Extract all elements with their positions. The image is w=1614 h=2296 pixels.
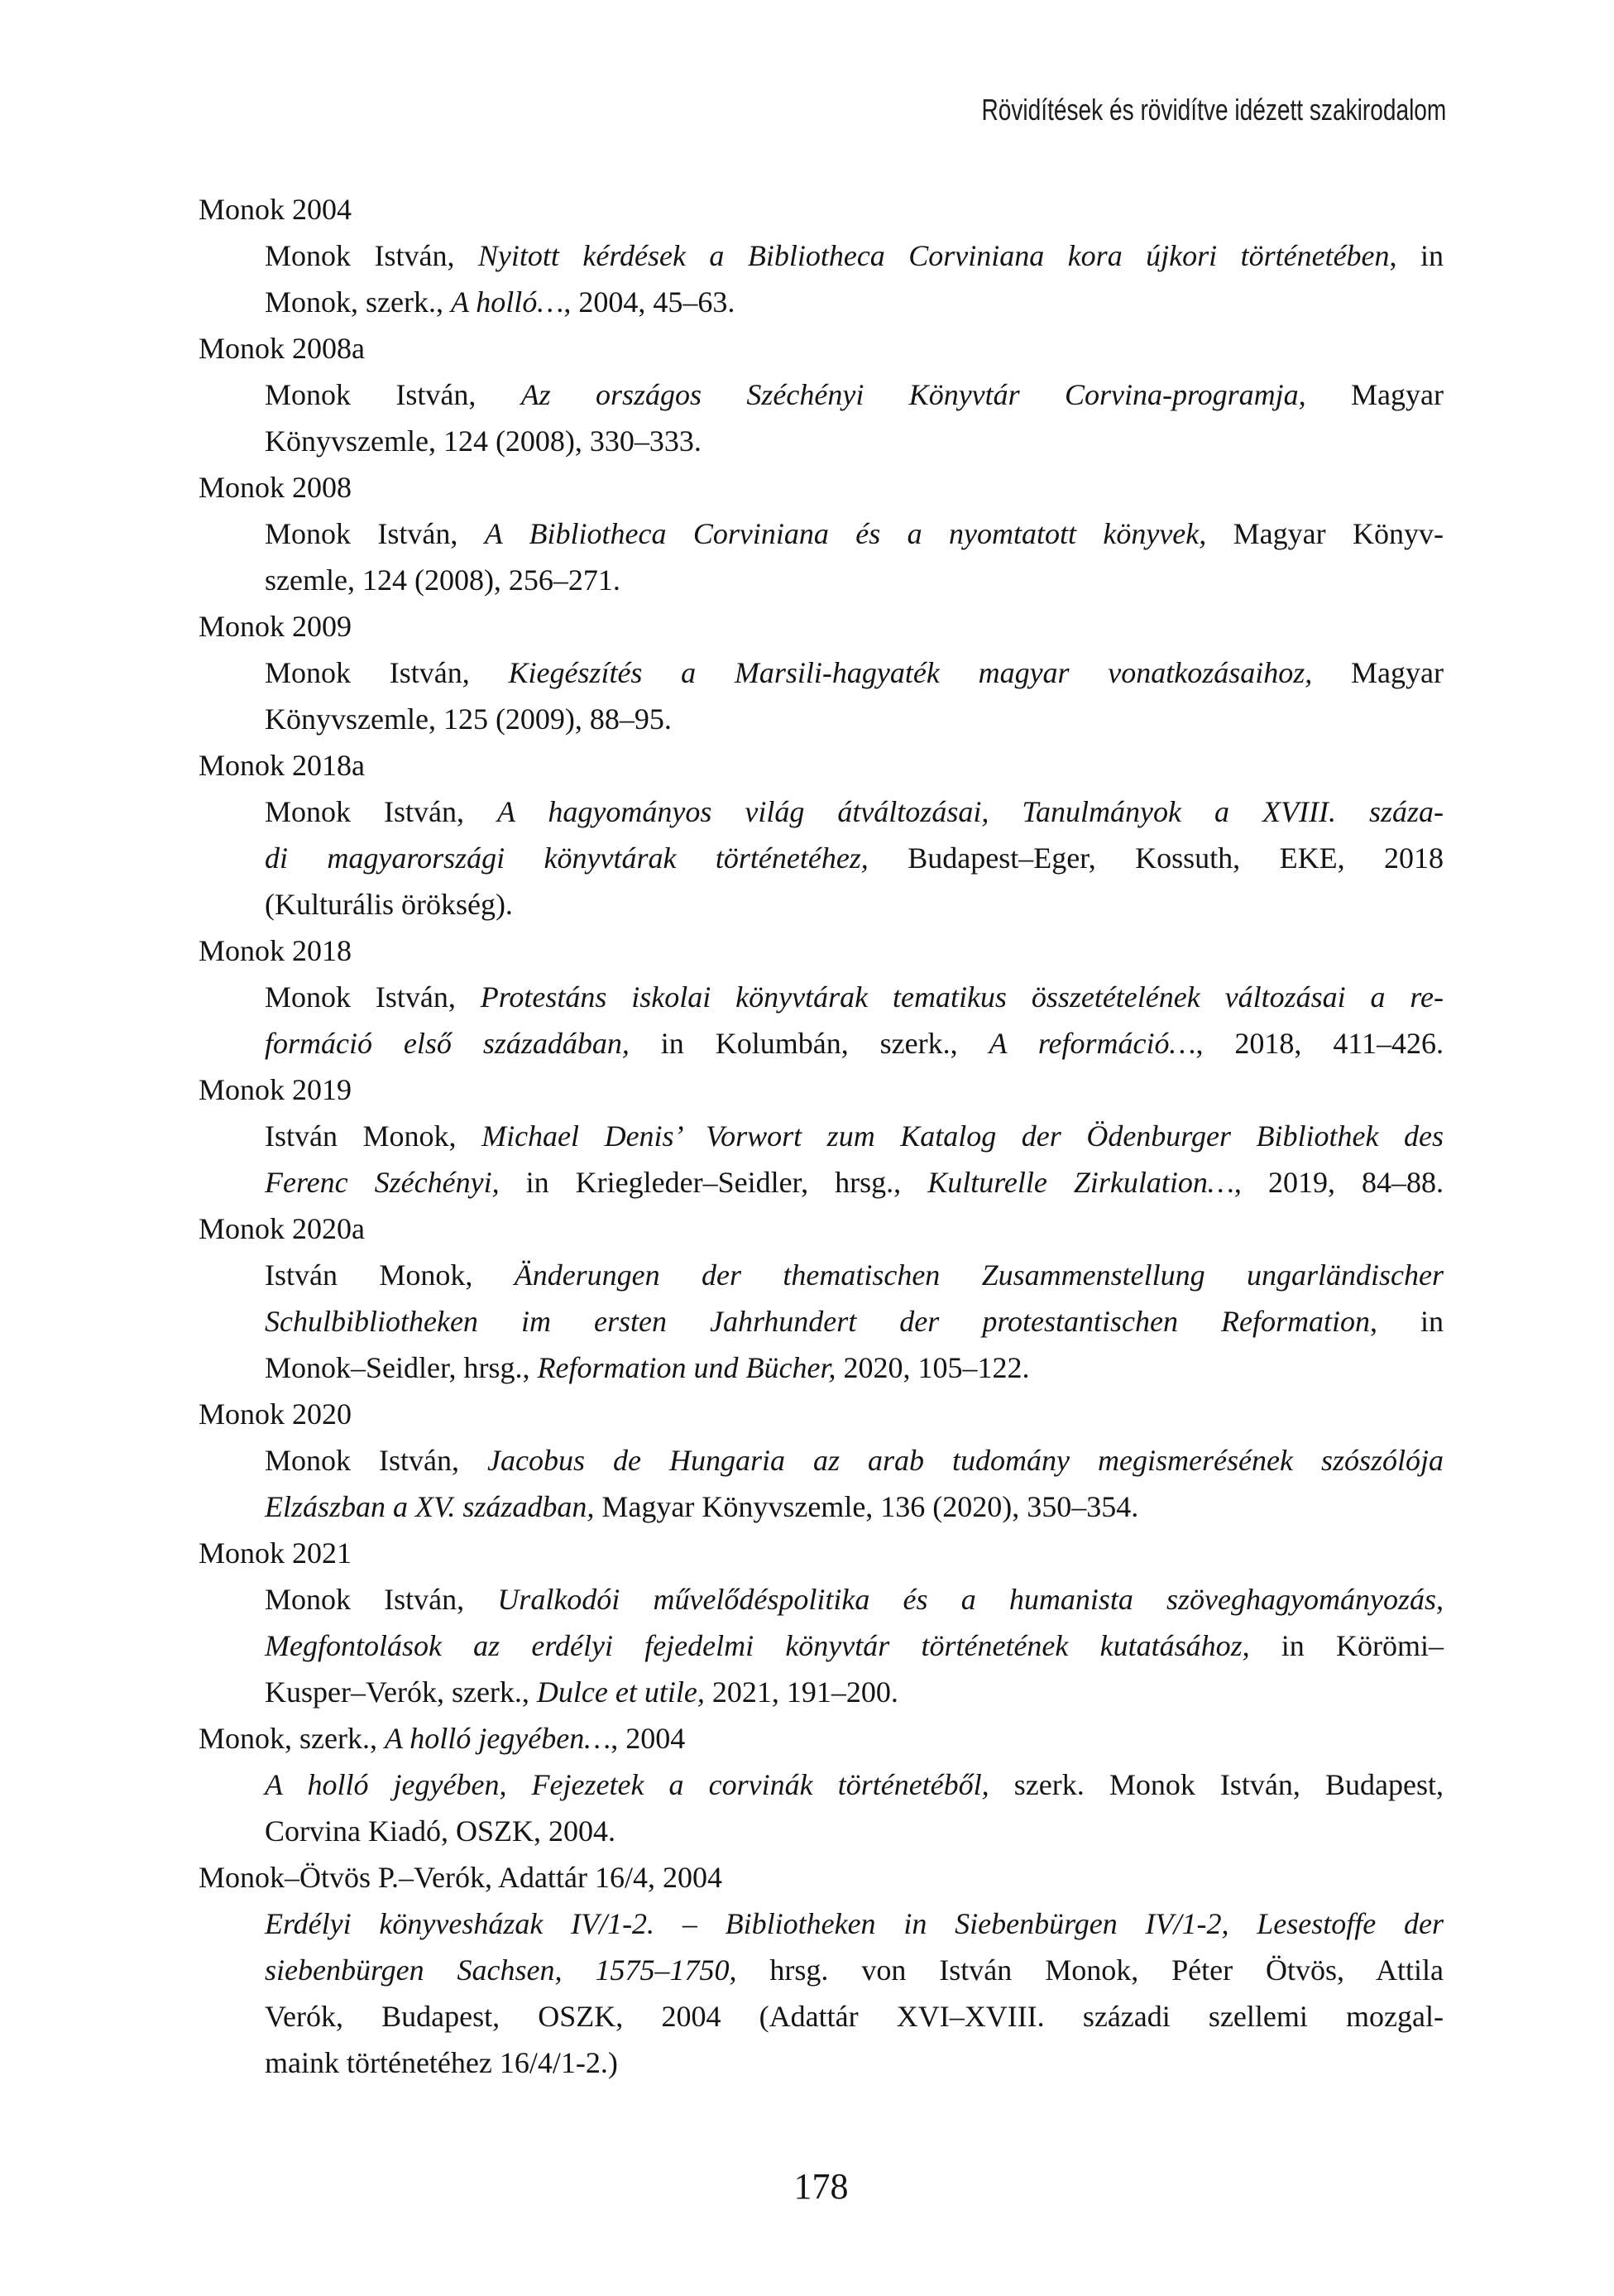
text-run: Monok István, [265,1583,498,1616]
title-italic-run: A Bibliotheca Corviniana és a nyomtatott könyvek, [484,517,1207,550]
title-italic-run: Ferenc Széchényi, [265,1166,500,1199]
entry-body [265,1901,1444,2086]
entry-line [265,1437,1444,1484]
text-run: Monok, szerk., [199,1722,385,1755]
bibliography [199,186,1444,2086]
title-italic-run: Uralkodói művelődéspolitika és a humanista szöveghagyományozás, [497,1583,1444,1616]
text-run: Monok–Seidler, hrsg., [265,1351,538,1384]
title-italic-run: siebenbürgen Sachsen, 1575–1750, [265,1953,737,1987]
entry-body [265,510,1444,603]
text-run: in Kolumbán, szerk., [629,1027,989,1060]
bibliography-entry [199,464,1444,603]
text-run: Monok 2021 [199,1536,352,1570]
text-run: Magyar Könyv- [1206,517,1444,550]
entry-line [265,418,1444,464]
entry-line [265,1623,1444,1669]
text-run: Magyar [1305,378,1444,411]
title-italic-run: A holló jegyében, Fejezetek a corvinák történetéből, [265,1768,989,1801]
entry-line [265,279,1444,325]
bibliography-entry [199,928,1444,1067]
entry-label [199,1854,1444,1901]
entry-line [265,1252,1444,1298]
title-italic-run: di magyarországi könyvtárak történetéhez, [265,841,869,875]
entry-body [265,789,1444,928]
text-run: Kusper–Verók, szerk., [265,1675,537,1709]
entry-line [265,2040,1444,2086]
text-run: Monok 2019 [199,1073,352,1106]
text-run: Monok István, [265,656,509,689]
entry-line [265,974,1444,1020]
entry-line [265,1345,1444,1391]
entry-line [265,835,1444,881]
text-run: Magyar Könyvszemle, 136 (2020), 350–354. [594,1490,1139,1523]
entry-line [265,371,1444,418]
text-run: Könyvszemle, 124 (2008), 330–333. [265,424,702,458]
text-run: , 2004, 45–63. [563,285,735,319]
entry-line [265,1947,1444,1993]
entry-label [199,464,1444,510]
title-italic-run: Dulce et utile, [536,1675,705,1709]
text-run: Monok István, [265,795,498,828]
entry-line [265,1901,1444,1947]
text-run: István Monok, [265,1258,515,1292]
text-run: Monok 2020a [199,1212,365,1245]
entry-line [265,510,1444,557]
entry-line [265,1020,1444,1067]
bibliography-entry [199,603,1444,742]
entry-line [265,1576,1444,1623]
title-italic-run: Nyitott kérdések a Bibliotheca Corviniana kora újkori történetében [477,239,1390,272]
entry-line [265,1298,1444,1345]
text-run: hrsg. von István Monok, Péter Ötvös, Attila [736,1953,1444,1987]
entry-line [265,1808,1444,1854]
text-run: Monok 2004 [199,193,352,226]
text-run: 2020, 105–122. [836,1351,1030,1384]
title-italic-run: Reformation und Bücher, [537,1351,836,1384]
entry-body [265,1437,1444,1530]
entry-body [265,1762,1444,1854]
text-run: Budapest–Eger, Kossuth, EKE, 2018 [868,841,1444,875]
entry-label [199,1206,1444,1252]
running-header: Rövidítések és rövidítve idézett szakirodalom [981,93,1446,127]
entry-line [265,696,1444,742]
text-run: 2021, 191–200. [704,1675,898,1709]
text-run: Monok 2018a [199,749,365,782]
text-run: Verók, Budapest, OSZK, 2004 (Adattár XVI–XVIII. századi szellemi mozgal- [265,2000,1444,2033]
entry-label [199,603,1444,649]
bibliography-entry [199,742,1444,928]
text-run: (Kulturális örökség). [265,888,513,921]
bibliography-entry [199,186,1444,325]
entry-line [265,1484,1444,1530]
entry-body [265,649,1444,742]
title-italic-run: Schulbibliotheken im ersten Jahrhundert der protestantischen Reformation [265,1305,1370,1338]
text-run: maink történetéhez 16/4/1-2.) [265,2046,618,2079]
bibliography-entry [199,1067,1444,1206]
text-run: Monok 2008 [199,471,352,504]
entry-line [265,1159,1444,1206]
entry-line [265,1669,1444,1715]
bibliography-entry [199,1715,1444,1854]
text-run: Monok István, [265,517,485,550]
text-run: Monok István, [265,378,521,411]
bibliography-entry [199,1854,1444,2086]
entry-body [265,974,1444,1067]
entry-line [265,1113,1444,1159]
entry-label [199,325,1444,371]
entry-line [265,649,1444,696]
bibliography-entry [199,1530,1444,1715]
title-italic-run: Erdélyi könyvesházak IV/1-2. – Bibliotheken in Siebenbürgen IV/1-2, Lesestoffe der [265,1907,1444,1940]
entry-body [265,371,1444,464]
title-italic-run: A holló jegyében… [384,1722,611,1755]
title-italic-run: Megfontolások az erdélyi fejedelmi könyvtár történetének kutatásához, [265,1629,1250,1662]
text-run: Monok István, [265,1444,488,1477]
page-number: 178 [793,2166,849,2207]
entry-body [265,1576,1444,1715]
text-run: Könyvszemle, 125 (2009), 88–95. [265,702,672,736]
text-run: , in [1389,239,1444,272]
entry-body [265,1252,1444,1391]
entry-body [265,1113,1444,1206]
title-italic-run: Kiegészítés a Marsili-hagyaték magyar vonatkozásaihoz, [508,656,1313,689]
entry-label [199,928,1444,974]
title-italic-run: A hagyományos világ átváltozásai, Tanulmányok a XVIII. száza- [497,795,1444,828]
text-run: Monok 2020 [199,1397,352,1431]
entry-label [199,1530,1444,1576]
title-italic-run: Az országos Széchényi Könyvtár Corvina-programja, [520,378,1306,411]
title-italic-run: A reformáció… [989,1027,1196,1060]
title-italic-run: Jacobus de Hungaria az arab tudomány megismerésének szószólója [487,1444,1444,1477]
entry-body [265,232,1444,325]
text-run: Monok 2018 [199,934,352,967]
text-run: Monok István, [265,980,481,1014]
text-run: Monok–Ötvös P.–Verók, Adattár 16/4, 2004 [199,1861,722,1894]
text-run: in Körömi– [1249,1629,1444,1662]
text-run: , 2019, 84–88. [1233,1166,1444,1199]
title-italic-run: A holló… [450,285,564,319]
text-run: Monok, szerk., [265,285,451,319]
entry-label [199,1391,1444,1437]
entry-line [265,881,1444,928]
title-italic-run: Kulturelle Zirkulation… [927,1166,1234,1199]
text-run: , 2018, 411–426. [1195,1027,1444,1060]
title-italic-run: Änderungen der thematischen Zusammenstellung ungarländischer [514,1258,1444,1292]
text-run: , in [1369,1305,1444,1338]
title-italic-run: Elzászban a XV. században, [265,1490,595,1523]
text-run: Magyar [1312,656,1444,689]
bibliography-entry [199,325,1444,464]
bibliography-entry [199,1391,1444,1530]
text-run: szerk. Monok István, Budapest, [989,1768,1444,1801]
entry-line [265,1762,1444,1808]
title-italic-run: Michael Denis’ Vorwort zum Katalog der Ödenburger Bibliothek des [481,1119,1444,1153]
entry-label [199,1067,1444,1113]
text-run: szemle, 124 (2008), 256–271. [265,563,620,597]
text-run: Monok István, [265,239,478,272]
text-run: Monok 2008a [199,332,365,365]
bibliography-entry [199,1206,1444,1391]
entry-line [265,1993,1444,2040]
text-run: Corvina Kiadó, OSZK, 2004. [265,1814,615,1848]
title-italic-run: Protestáns iskolai könyvtárak tematikus összetételének változásai a re- [480,980,1444,1014]
text-run: István Monok, [265,1119,482,1153]
entry-label [199,186,1444,232]
title-italic-run: formáció első századában, [265,1027,630,1060]
text-run: , 2004 [611,1722,686,1755]
entry-label [199,742,1444,789]
entry-line [265,789,1444,835]
entry-line [265,557,1444,603]
entry-line [265,232,1444,279]
text-run: in Kriegleder–Seidler, hrsg., [499,1166,928,1199]
entry-label [199,1715,1444,1762]
text-run: Monok 2009 [199,610,352,643]
